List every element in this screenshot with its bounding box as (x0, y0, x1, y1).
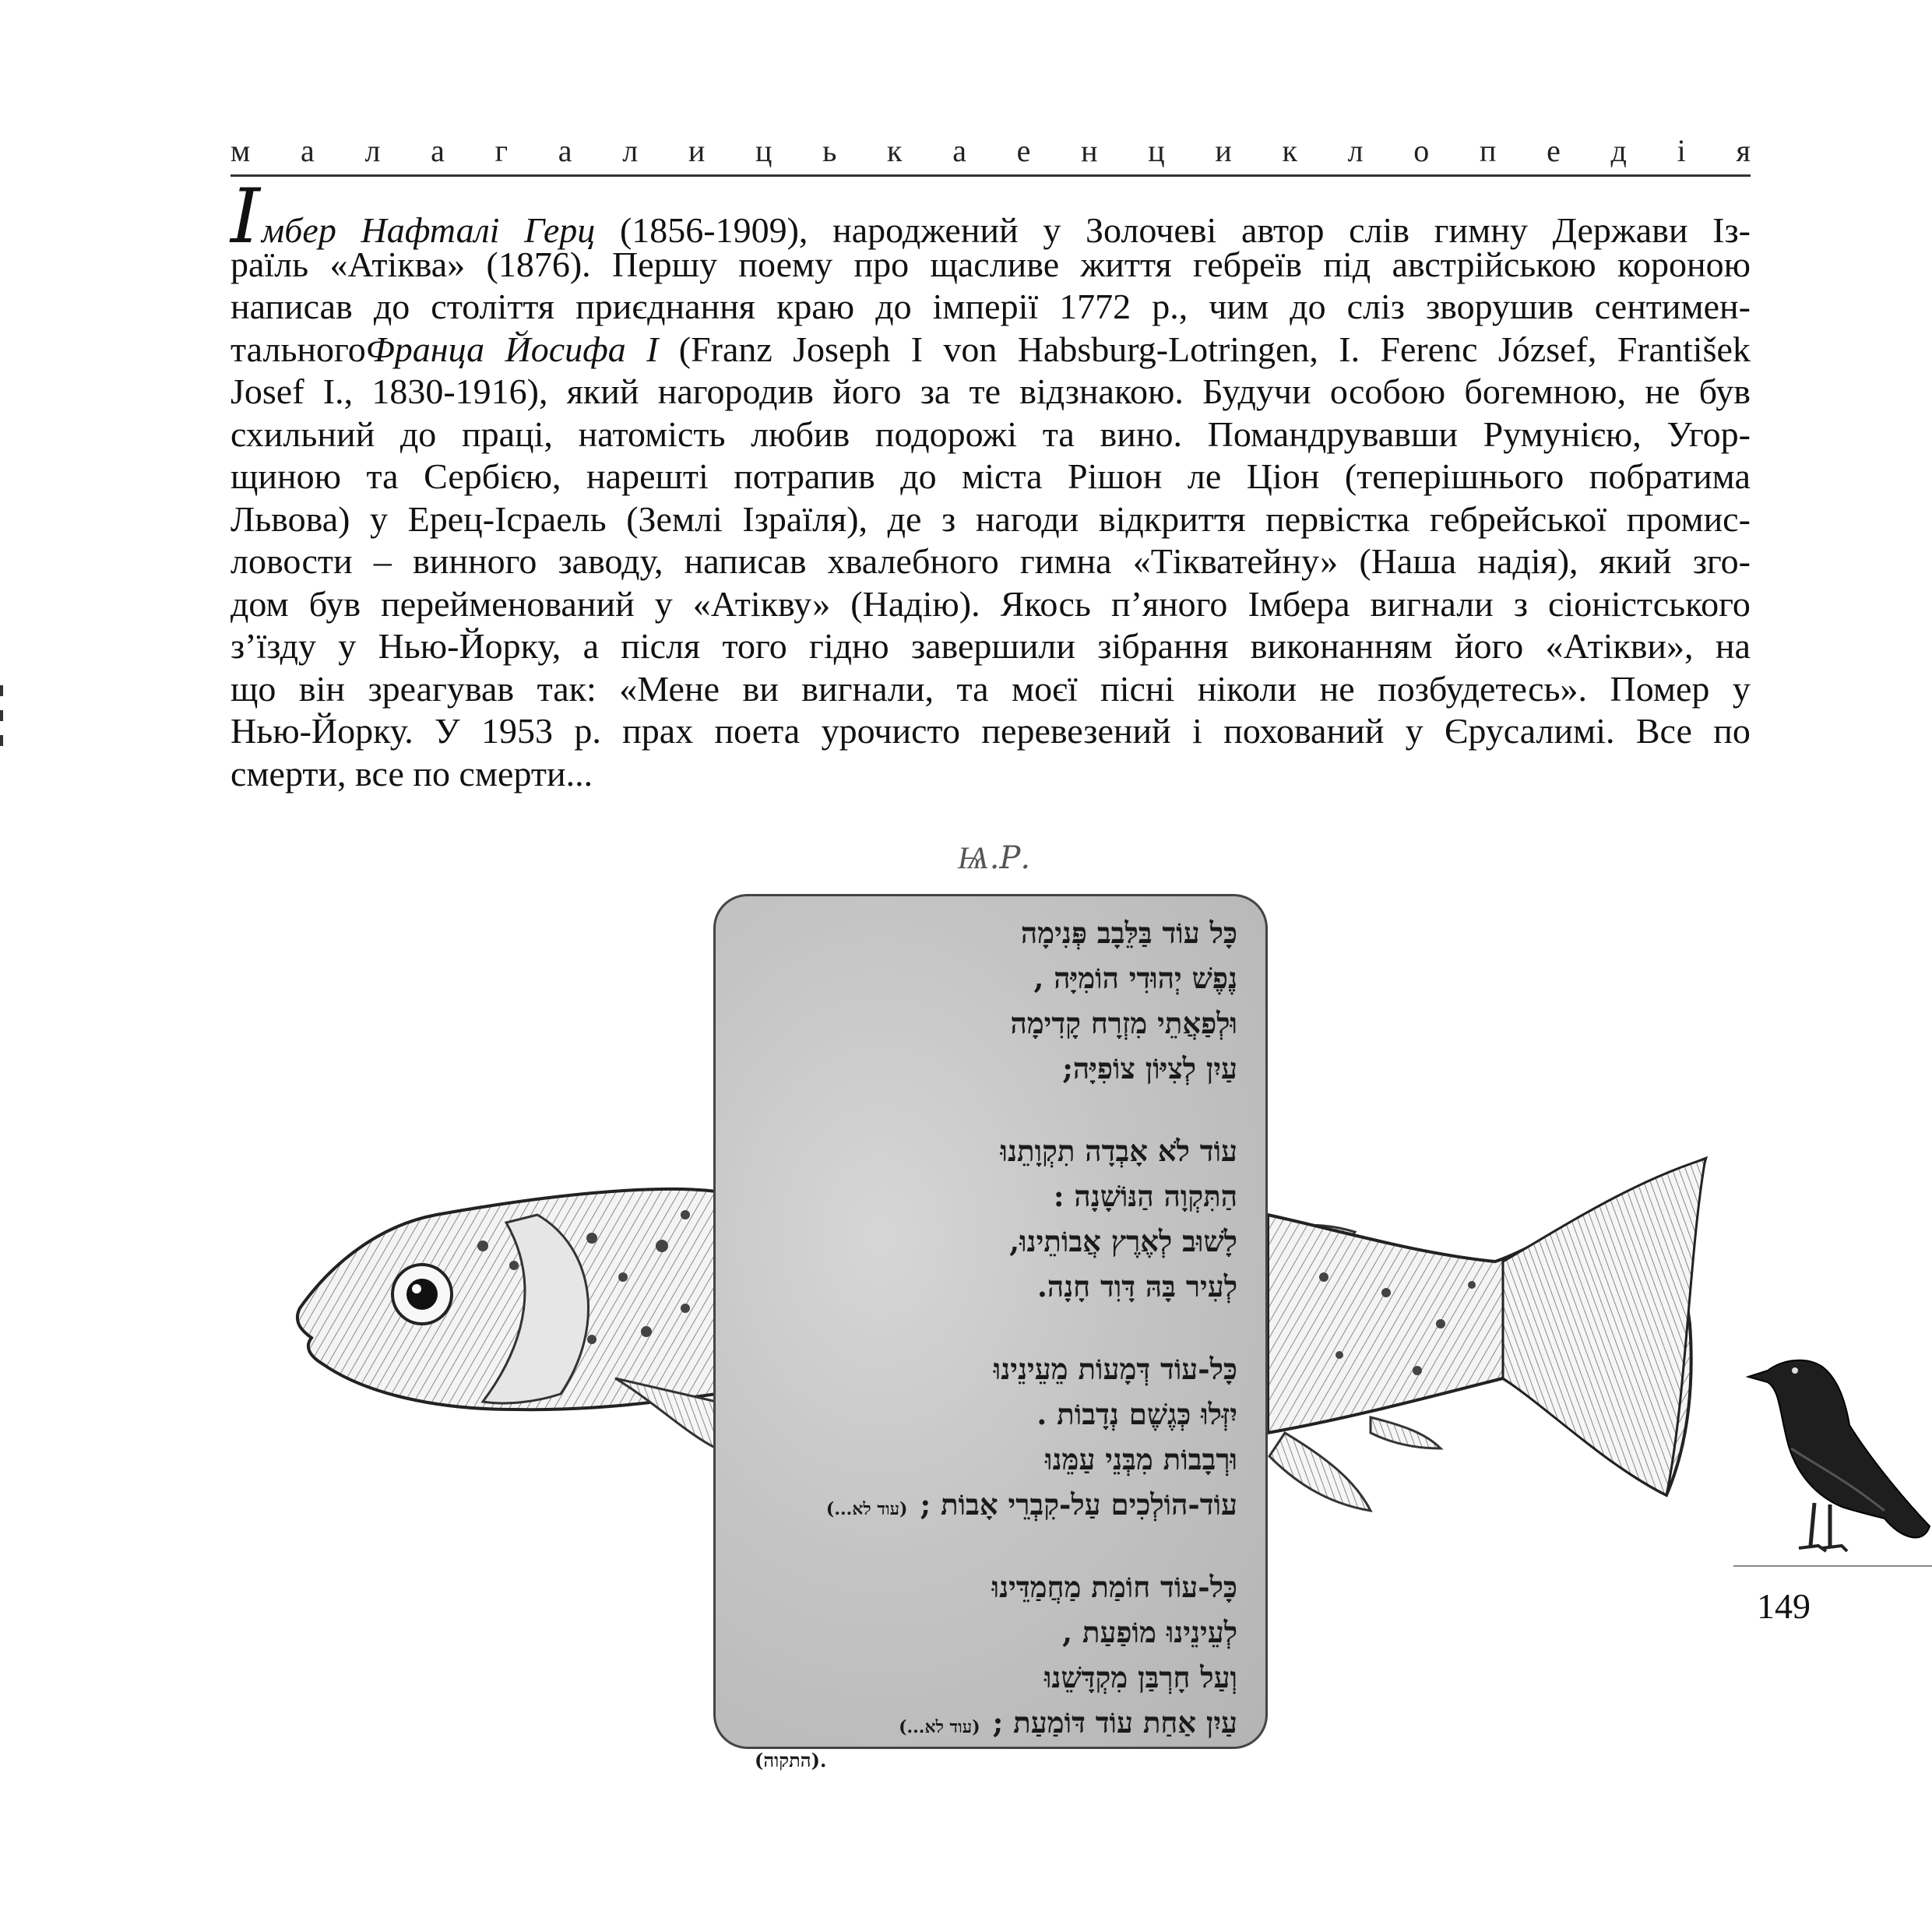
word: який (566, 371, 639, 411)
running-head-letter: а (301, 133, 315, 168)
word: раїль (231, 244, 309, 284)
word: І (646, 329, 659, 369)
word: ніколи (1197, 668, 1297, 709)
text-run: смерти, все по смерти... (231, 753, 593, 794)
word: позбудетесь». (1378, 668, 1588, 709)
word: Habsburg-Lotringen, (1017, 329, 1318, 369)
word: гимна (1019, 541, 1112, 581)
word: так: (537, 668, 596, 709)
word: мбер (261, 210, 336, 250)
word: потрапив (734, 456, 875, 496)
word: – (373, 541, 392, 581)
poem-line (739, 1610, 1237, 1655)
word: Держави (1552, 210, 1688, 250)
word: гимну (1434, 210, 1528, 250)
word: тального (231, 329, 366, 369)
word: щиною (231, 456, 342, 496)
word: Сербією, (424, 456, 561, 496)
word: подорожі (875, 413, 1018, 454)
word: (Землі (626, 498, 723, 539)
word: після (621, 626, 701, 666)
running-head-letter: а (431, 133, 445, 168)
word: «Атікви», (1545, 626, 1694, 666)
word: Рішон (1067, 456, 1163, 496)
word: у (1732, 668, 1751, 709)
word: пісні (1100, 668, 1175, 709)
word: Все (1635, 711, 1692, 751)
word: та (956, 668, 989, 709)
word: не (1645, 371, 1680, 411)
word: був (308, 583, 361, 624)
divider (1733, 1565, 1932, 1567)
poem-line (739, 1564, 1237, 1610)
word: про (853, 244, 910, 284)
running-head-letter: а (952, 133, 966, 168)
poem-line-text: עוֹד-הוֹלְכִים עַל-קִבְרֵי אָבוֹת ; (920, 1487, 1237, 1522)
word: гідно (808, 626, 889, 666)
poem-line-text: כָּל-עוֹד דְּמָעוֹת מֵעֵינֵינוּ (993, 1352, 1237, 1386)
word: його (1454, 626, 1524, 666)
word: вигнали (1370, 583, 1494, 624)
word: прах (622, 711, 694, 751)
word: урочисто (821, 711, 961, 751)
word: сентимен- (1594, 287, 1751, 326)
running-head-letter: л (622, 133, 639, 168)
word: (1856-1909), (619, 210, 808, 250)
word: побратима (1589, 456, 1751, 496)
stanza-gap (739, 1527, 1237, 1564)
word: поему (738, 244, 833, 284)
running-head-letter: м (231, 133, 251, 168)
running-head-letter: а (558, 133, 572, 168)
running-head-letter: і (1677, 133, 1686, 168)
word: імперії (932, 287, 1039, 326)
word: Нафталі (361, 210, 500, 250)
word: до (900, 456, 937, 496)
word: надія), (1477, 541, 1578, 581)
word: Імбера (1248, 583, 1350, 624)
word: нарешті (586, 456, 709, 496)
word: винного (413, 541, 537, 581)
word: р. (574, 711, 601, 751)
running-head-letter: ь (822, 133, 837, 168)
word: Будучи (1202, 371, 1311, 411)
word: що (231, 668, 276, 709)
word: любив (751, 413, 850, 454)
word: праці, (462, 413, 553, 454)
word: «Мене (619, 668, 720, 709)
running-head-letter: е (1016, 133, 1031, 168)
word: відкриття (1098, 498, 1246, 539)
running-head-letter: и (688, 133, 706, 168)
word: Йосифа (505, 329, 626, 369)
word: первістка (1265, 498, 1410, 539)
poem-line-text: עַיִן אַחַת עוֹד דּוֹמַעַת ; (992, 1705, 1237, 1740)
word: короною (1617, 244, 1751, 284)
word: життя (1080, 244, 1172, 284)
poem-line-text: עוֹד לֹא אָבְדָה תִקְוָתֵנוּ (1000, 1134, 1237, 1168)
word: У (435, 711, 460, 751)
word: ле (1187, 456, 1222, 496)
word: Львова) (231, 498, 350, 539)
word: Єрусалимі. (1445, 711, 1615, 751)
word: за (920, 371, 951, 411)
word: I (910, 329, 924, 369)
poem-line-text: נֶפֶשׁ יְהוּדִי הוֹמִיָּה , (1033, 961, 1237, 995)
word: з (1513, 583, 1528, 624)
word: у (1405, 711, 1423, 751)
poem-line (739, 1655, 1237, 1700)
poem-line (739, 1482, 1237, 1527)
running-head-letter: л (364, 133, 381, 168)
poem-line (739, 1001, 1237, 1046)
hatikvah-poem-card (713, 894, 1268, 1772)
word: Помандрувавши (1207, 413, 1458, 454)
word: до (875, 287, 912, 326)
word: у (370, 498, 389, 539)
word: зібрання (1097, 626, 1229, 666)
word: того (722, 626, 787, 666)
word: Нью-Йорку. (231, 711, 413, 751)
word: Першу (612, 244, 718, 284)
poem-line-text: כָּל-עוֹד חוֹמַת מַחֲמַדֵּינוּ (991, 1570, 1237, 1604)
word: р., (1152, 287, 1188, 326)
word: не (1319, 668, 1355, 709)
word: століття (431, 287, 555, 326)
running-head-letter: к (887, 133, 903, 168)
poem-line-text: לְעִיר בָּהּ דָּוִד חָנָה. (1036, 1269, 1237, 1304)
poem-line (739, 1264, 1237, 1309)
poem-line-text: כָּל עוֹד בַּלֵּבָב פְּנִימָה (1020, 916, 1237, 950)
word: перевезений (981, 711, 1171, 751)
poem-line (739, 1219, 1237, 1264)
word: Якось (1000, 583, 1091, 624)
word: приєднання (575, 287, 755, 326)
word: у (1043, 210, 1061, 250)
word: заводу, (558, 541, 663, 581)
word: зворушив (1426, 287, 1574, 326)
word: чим (1209, 287, 1269, 326)
word: який (1599, 541, 1672, 581)
running-head-letter: н (1081, 133, 1098, 168)
word: похований (1223, 711, 1385, 751)
word: Угор- (1666, 413, 1751, 454)
word: відзнакою. (1019, 371, 1184, 411)
word: нагородив (657, 371, 814, 411)
word: особою (1329, 371, 1446, 411)
word: завершили (910, 626, 1076, 666)
word: гебрейської (1429, 498, 1607, 539)
word: хвалебного (827, 541, 999, 581)
word: зреагував (368, 668, 515, 709)
word: «Атіква» (329, 244, 466, 284)
word: Золочеві (1086, 210, 1217, 250)
word: він (298, 668, 345, 709)
word: краю (776, 287, 855, 326)
word: написав (684, 541, 807, 581)
word: «Тікватейну» (1132, 541, 1339, 581)
word: моєї (1011, 668, 1078, 709)
word: по (1713, 711, 1751, 751)
word: до (1290, 287, 1326, 326)
word: нагоди (975, 498, 1079, 539)
word: автор (1240, 210, 1325, 250)
running-head-letter: ц (1148, 133, 1165, 168)
word: вигнали, (801, 668, 934, 709)
word: п’яного (1110, 583, 1228, 624)
word: перейменований (381, 583, 635, 624)
running-head-letter: е (1547, 133, 1561, 168)
word: натомість (578, 413, 726, 454)
word: ловости (231, 541, 353, 581)
word: Ерец-Ісраель (407, 498, 607, 539)
word: Помер (1610, 668, 1710, 709)
word: вино. (1100, 413, 1182, 454)
word: Із- (1712, 210, 1751, 250)
word: написав (231, 287, 353, 326)
word: з (941, 498, 956, 539)
word: виконанням (1250, 626, 1433, 666)
word: von (943, 329, 998, 369)
word: де (887, 498, 922, 539)
word: і (1192, 711, 1202, 751)
word: те (969, 371, 1001, 411)
edge-marks (0, 685, 3, 755)
word: Румунією, (1483, 413, 1642, 454)
running-head-letter: п (1479, 133, 1497, 168)
refrain-note: (עוד לא...) (899, 1717, 980, 1737)
stanza-gap (739, 1309, 1237, 1346)
poem-line-text: לָשׁוּב לְאֶרֶץ אֲבוֹתֵינוּ, (1009, 1224, 1237, 1258)
word: 1953 (480, 711, 553, 751)
author-signature: Ѩ.Р. (958, 840, 1031, 876)
word: до (399, 413, 437, 454)
word: Ferenc (1380, 329, 1478, 369)
poem-line-text: וּלְפַאֲתֵי מִזְרָח קָדִימָה (1010, 1006, 1237, 1040)
word: 1772 (1059, 287, 1131, 326)
poem-line (739, 1346, 1237, 1392)
word: богемною, (1464, 371, 1627, 411)
poem-line (739, 955, 1237, 1001)
poem-line-text: וְעַל חָרְבַּן מִקְדָּשֵׁנוּ (1043, 1660, 1237, 1694)
word: дом (231, 583, 289, 624)
word: та (1042, 413, 1075, 454)
crow-image (1748, 1360, 1930, 1551)
word: гебреїв (1193, 244, 1302, 284)
poem-line (739, 910, 1237, 955)
word: (теперішнього (1344, 456, 1564, 496)
word: слів (1349, 210, 1409, 250)
word: (Надію). (850, 583, 980, 624)
word: I. (1339, 329, 1360, 369)
word: (Наша (1359, 541, 1457, 581)
running-head-letter: я (1736, 133, 1751, 168)
poem-line-text: וּרְבָבוֹת מִבְּנֵי עַמֵּנוּ (1045, 1442, 1237, 1476)
word: Франца (365, 329, 485, 369)
word: Ізраїля), (742, 498, 868, 539)
word: (Franz (678, 329, 772, 369)
word: Josef (231, 371, 304, 411)
word: зго- (1692, 541, 1751, 581)
poem-line (739, 1174, 1237, 1219)
word: народжений (832, 210, 1019, 250)
poem-end-note: (התקוה). (755, 1749, 827, 1772)
drop-cap: І (231, 173, 260, 260)
word: схильний (231, 413, 375, 454)
word: сліз (1346, 287, 1405, 326)
running-head-letter: и (1215, 133, 1232, 168)
word: ви (742, 668, 779, 709)
hatikvah-poem (739, 910, 1237, 1776)
word: «Атікву» (692, 583, 831, 624)
running-head-letter: к (1282, 133, 1297, 168)
poem-line (739, 1128, 1237, 1174)
word: до (373, 287, 410, 326)
running-head-letter: о (1413, 133, 1430, 168)
word: австрійською (1392, 244, 1596, 284)
word: József, (1497, 329, 1597, 369)
word: Герц (524, 210, 596, 250)
word: на (1715, 626, 1751, 666)
word: а (582, 626, 599, 666)
word: Нью-Йорку, (378, 626, 561, 666)
poem-line (739, 1437, 1237, 1482)
running-head-letter: д (1610, 133, 1627, 168)
word: 1830-1916), (371, 371, 548, 411)
poem-line (739, 1700, 1237, 1745)
page-number: 149 (1757, 1586, 1811, 1626)
running-head-letter: ц (755, 133, 772, 168)
word: промис- (1626, 498, 1751, 539)
poem-line-text: הַתִּקְוָה הַנּוֹשָׁנָה : (1053, 1179, 1237, 1213)
poem-line-text: לְעֵינֵינוּ מוֹפַעַת , (1062, 1615, 1237, 1649)
word: був (1698, 371, 1751, 411)
word: під (1323, 244, 1371, 284)
poem-line-text: עַיִן לְצִיּוֹן צוֹפִיָּה; (1062, 1051, 1237, 1086)
word: František (1617, 329, 1751, 369)
poem-line (739, 1046, 1237, 1091)
stanza-gap (739, 1091, 1237, 1128)
word: та (366, 456, 399, 496)
word: у (338, 626, 357, 666)
word: його (832, 371, 902, 411)
poem-line (739, 1392, 1237, 1437)
poem-line-text: יִזְּלוּ כְּגֶשֶׁם נְדָבוֹת . (1036, 1397, 1237, 1431)
word: сіоністського (1548, 583, 1751, 624)
word: щасливе (930, 244, 1060, 284)
word: (1876). (486, 244, 591, 284)
word: міста (962, 456, 1043, 496)
running-head-letter: г (494, 133, 509, 168)
word: Ціон (1246, 456, 1320, 496)
refrain-note: (עוד לא...) (825, 1499, 908, 1519)
running-head-letter: л (1347, 133, 1364, 168)
word: поета (714, 711, 801, 751)
word: I., (322, 371, 354, 411)
word: Joseph (793, 329, 891, 369)
word: з’їзду (231, 626, 317, 666)
word: у (654, 583, 673, 624)
